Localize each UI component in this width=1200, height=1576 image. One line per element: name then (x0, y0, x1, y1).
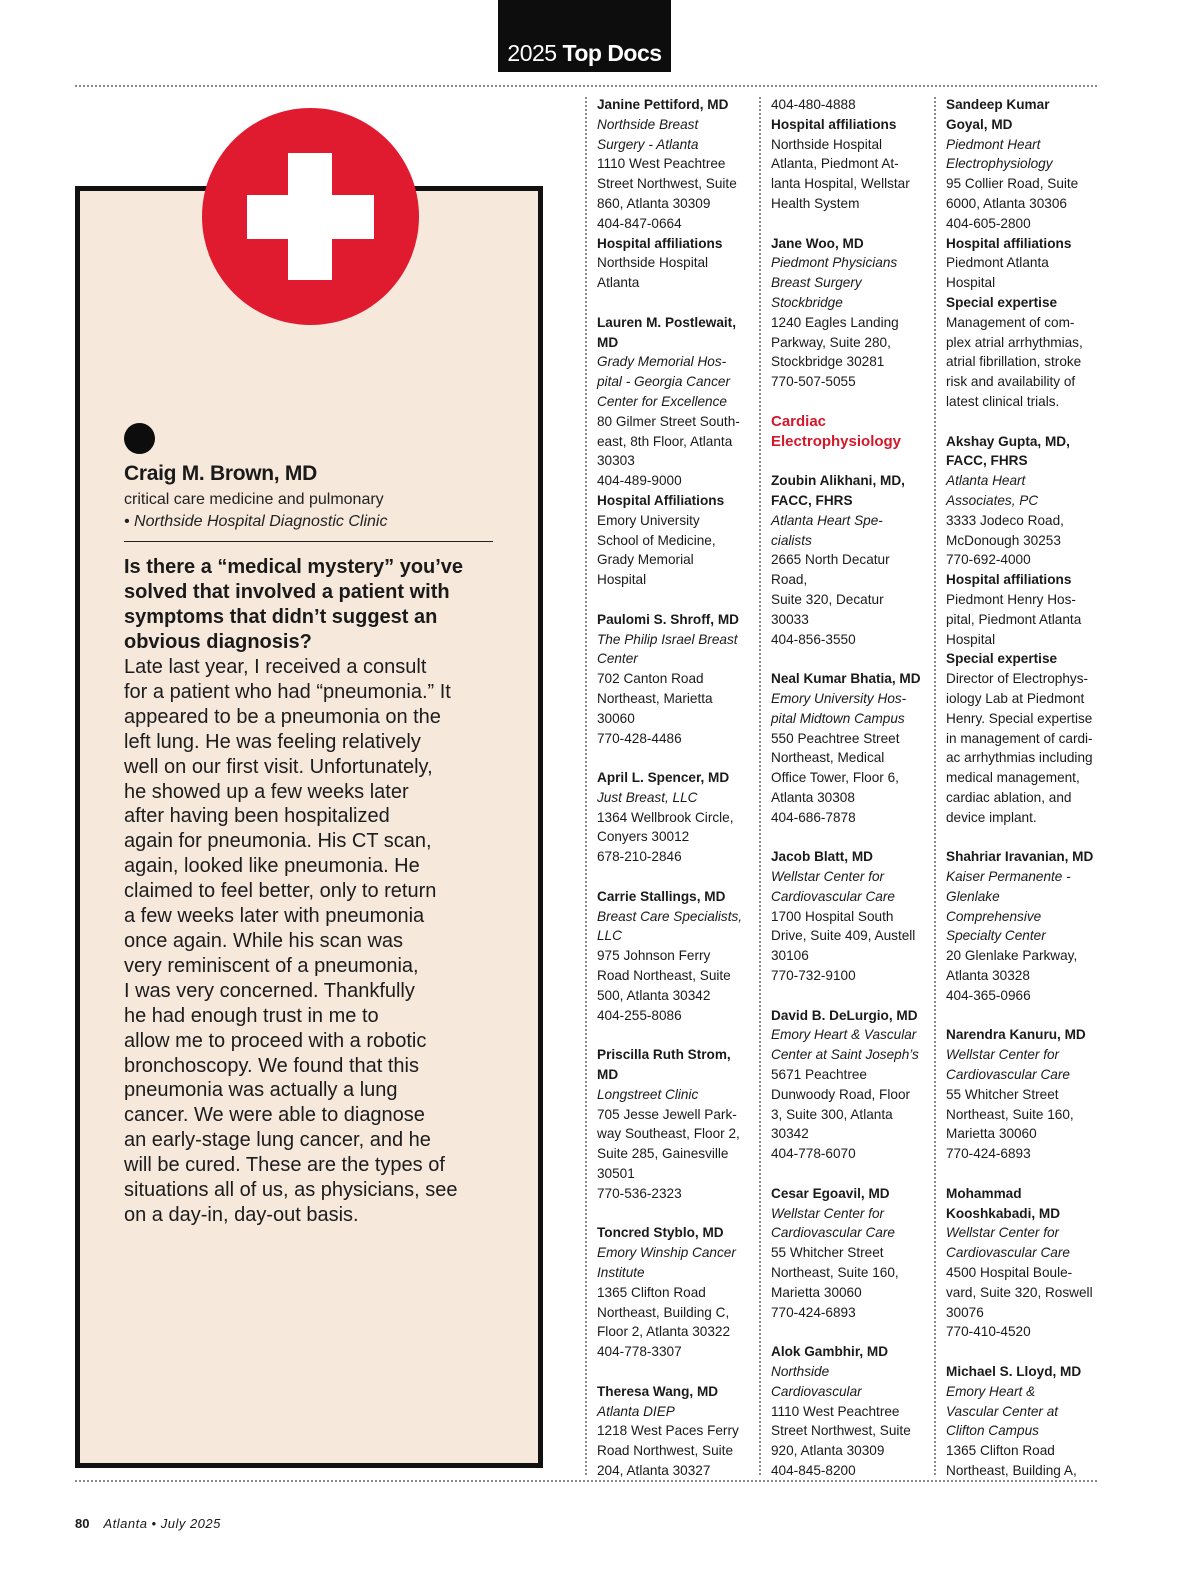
doctor-practice: The Philip Israel Breast (597, 631, 738, 647)
doctor-address: Street Northwest, Suite (597, 176, 737, 192)
doctor-practice: Center (597, 651, 638, 667)
entry-detail: medical management, (946, 770, 1080, 786)
doctor-address: 30342 (771, 1126, 809, 1142)
entry-detail: Piedmont Atlanta (946, 255, 1049, 271)
answer-line: well on our first visit. Unfortunately, (124, 755, 433, 778)
doctor-practice: Emory Heart & Vascular (771, 1027, 917, 1043)
doctor-name: Goyal, MD (946, 116, 1013, 132)
answer-line: appeared to be a pneumonia on the (124, 705, 441, 728)
entry-label: Special expertise (946, 294, 1058, 310)
feature-question: Is there a “medical mystery” you’ve solved that involved a patient with symptoms that didn’t suggest an obvious diagnosis? (124, 556, 464, 653)
doctor-address: 500, Atlanta 30342 (597, 987, 711, 1003)
entry-detail: in management of cardi- (946, 730, 1093, 746)
doctor-address: 30076 (946, 1304, 984, 1320)
doctor-address: 770-424-6893 (771, 1304, 856, 1320)
doctor-address: 770-732-9100 (771, 968, 856, 984)
answer-line: claimed to feel better, only to return (124, 880, 437, 903)
doctor-entry (946, 1025, 1106, 1164)
entry-detail: Piedmont Henry Hos- (946, 591, 1076, 607)
section-header-tab (498, 0, 671, 72)
doctor-practice: Longstreet Clinic (597, 1086, 699, 1102)
doctor-address: 404-847-0664 (597, 215, 682, 231)
entry-detail: Hospital (946, 631, 996, 647)
doctor-address: Atlanta 30328 (946, 968, 1030, 984)
doctor-address: 404-856-3550 (771, 631, 856, 647)
directory-column-1 (597, 95, 757, 1501)
answer-line: cancer. We were able to diagnose (124, 1104, 425, 1127)
doctor-address: 860, Atlanta 30309 (597, 195, 711, 211)
doctor-practice: Surgery - Atlanta (597, 136, 699, 152)
doctor-practice: Piedmont Physicians (771, 255, 898, 271)
doctor-practice: Cardiovascular Care (771, 1225, 895, 1241)
doctor-address: 1365 Clifton Road (946, 1443, 1055, 1459)
entry-detail: cardiac ablation, and (946, 789, 1072, 805)
doctor-practice: Just Breast, LLC (597, 789, 698, 805)
doctor-address: 705 Jesse Jewell Park- (597, 1106, 737, 1122)
doctor-address: Atlanta 30308 (771, 789, 855, 805)
doctor-entry (946, 432, 1106, 828)
doctor-address: Street Northwest, Suite (771, 1423, 911, 1439)
doctor-name: FACC, FHRS (771, 492, 853, 508)
doctor-address: 702 Canton Road (597, 671, 704, 687)
doctor-name: Paulomi S. Shroff, MD (597, 611, 739, 627)
doctor-name: Akshay Gupta, MD, (946, 433, 1070, 449)
doctor-practice: Wellstar Center for (771, 1205, 885, 1221)
entry-detail: Director of Electrophys- (946, 671, 1089, 687)
entry-label: Hospital affiliations (597, 235, 723, 251)
doctor-name: MD (597, 334, 619, 350)
doctor-address: Northeast, Building C, (597, 1304, 730, 1320)
doctor-address: 2665 North Decatur (771, 552, 890, 568)
column-separator (585, 97, 587, 1475)
doctor-practice: Associates, PC (946, 492, 1039, 508)
doctor-practice: Emory Heart & (946, 1383, 1036, 1399)
entry-detail: School of Medicine, (597, 532, 716, 548)
doctor-practice: Comprehensive (946, 908, 1042, 924)
doctor-address: 404-255-8086 (597, 1007, 682, 1023)
doctor-address: Marietta 30060 (771, 1284, 862, 1300)
doctor-entry (597, 313, 757, 590)
doctor-entry (771, 847, 931, 986)
entry-detail: pital, Piedmont Atlanta (946, 611, 1082, 627)
section-heading (771, 412, 931, 452)
doctor-address: 6000, Atlanta 30306 (946, 195, 1067, 211)
feature-doctor-name: Craig M. Brown, MD (124, 462, 317, 485)
page-number: 80 (75, 1516, 90, 1531)
entry-detail: ac arrhythmias including (946, 750, 1093, 766)
doctor-entry (597, 95, 757, 293)
doctor-address: 920, Atlanta 30309 (771, 1443, 885, 1459)
doctor-practice: Glenlake (946, 888, 1000, 904)
doctor-address: 975 Johnson Ferry (597, 948, 711, 964)
doctor-address: 30106 (771, 948, 809, 964)
doctor-address: 3333 Jodeco Road, (946, 512, 1064, 528)
doctor-address: way Southeast, Floor 2, (597, 1126, 740, 1142)
doctor-address: 30060 (597, 710, 635, 726)
doctor-address: vard, Suite 320, Roswell (946, 1284, 1093, 1300)
doctor-entry (771, 1184, 931, 1323)
page-footer (75, 1516, 221, 1531)
doctor-address: Northeast, Suite 160, (771, 1265, 899, 1281)
publication-info: Atlanta • July 2025 (103, 1516, 221, 1531)
doctor-address: Parkway, Suite 280, (771, 334, 891, 350)
doctor-name: Sandeep Kumar (946, 97, 1050, 112)
section-heading-line: Cardiac (771, 412, 827, 430)
medical-cross-icon (202, 108, 419, 325)
answer-line: for a patient who had “pneumonia.” It (124, 680, 451, 703)
doctor-practice: Cardiovascular (771, 1383, 862, 1399)
doctor-address: 404-778-3307 (597, 1344, 682, 1360)
doctor-entry (597, 1382, 757, 1481)
doctor-practice: Emory University Hos- (771, 690, 907, 706)
entry-detail: lanta Hospital, Wellstar (771, 176, 910, 192)
doctor-address: 1364 Wellbrook Circle, (597, 809, 734, 825)
doctor-address: Office Tower, Floor 6, (771, 770, 899, 786)
doctor-address: 404-605-2800 (946, 215, 1031, 231)
column-separator (759, 97, 761, 1475)
doctor-entry (771, 234, 931, 392)
entry-detail: Hospital (946, 275, 996, 291)
doctor-practice: Vascular Center at (946, 1403, 1059, 1419)
doctor-address: 30303 (597, 453, 635, 469)
doctor-address: 404-365-0966 (946, 987, 1031, 1003)
doctor-practice: Institute (597, 1265, 645, 1281)
answer-line: again for pneumonia. His CT scan, (124, 830, 432, 853)
answer-line: an early-stage lung cancer, and he (124, 1129, 431, 1152)
doctor-practice: Wellstar Center for (771, 869, 885, 885)
doctor-practice: Stockbridge (771, 294, 843, 310)
doctor-name: FACC, FHRS (946, 453, 1028, 469)
doctor-practice: Kaiser Permanente - (946, 869, 1071, 885)
doctor-address: 80 Gilmer Street South- (597, 413, 740, 429)
entry-detail: Hospital (597, 572, 647, 588)
doctor-address: 678-210-2846 (597, 849, 682, 865)
doctor-name: Mohammad (946, 1185, 1022, 1201)
doctor-address: 204, Atlanta 30327 (597, 1462, 711, 1478)
doctor-address: 404-778-6070 (771, 1146, 856, 1162)
feature-doctor-clinic: • Northside Hospital Diagnostic Clinic (124, 513, 388, 530)
entry-detail: latest clinical trials. (946, 393, 1060, 409)
doctor-address: Northeast, Marietta (597, 690, 713, 706)
entry-detail: Management of com- (946, 314, 1075, 330)
doctor-entry (771, 1006, 931, 1164)
doctor-address: 770-424-6893 (946, 1146, 1031, 1162)
entry-label: Hospital affiliations (946, 235, 1072, 251)
answer-line: very reminiscent of a pneumonia, (124, 954, 419, 977)
doctor-entry (597, 768, 757, 867)
answer-line: he showed up a few weeks later (124, 780, 409, 803)
entry-label: Hospital Affiliations (597, 492, 725, 508)
doctor-address: Road, (771, 572, 808, 588)
answer-line: situations all of us, as physicians, see (124, 1179, 458, 1202)
doctor-entry (771, 669, 931, 827)
doctor-name: Narendra Kanuru, MD (946, 1027, 1086, 1043)
doctor-practice: Breast Surgery (771, 275, 862, 291)
doctor-entry (946, 847, 1106, 1005)
feature-doctor-specialty: critical care medicine and pulmonary (124, 491, 384, 508)
entry-detail: Northside Hospital (771, 136, 883, 152)
doctor-address: 1110 West Peachtree (597, 156, 726, 172)
doctor-address: 55 Whitcher Street (771, 1245, 884, 1261)
doctor-address: 3, Suite 300, Atlanta (771, 1106, 893, 1122)
doctor-address: 5671 Peachtree (771, 1067, 867, 1083)
answer-line: will be cured. These are the types of (124, 1154, 445, 1177)
doctor-entry (771, 95, 931, 214)
doctor-address: 4500 Hospital Boule- (946, 1265, 1073, 1281)
doctor-name: April L. Spencer, MD (597, 770, 730, 786)
doctor-address: Suite 320, Decatur (771, 591, 884, 607)
column-separator (934, 97, 936, 1475)
answer-line: once again. While his scan was (124, 929, 404, 952)
directory-column-3 (946, 95, 1106, 1501)
doctor-practice: Center for Excellence (597, 393, 727, 409)
doctor-address: 404-489-9000 (597, 473, 682, 489)
feature-divider (124, 541, 493, 542)
doctor-address: east, 8th Floor, Atlanta (597, 433, 733, 449)
doctor-address: 550 Peachtree Street (771, 730, 900, 746)
answer-line: a few weeks later with pneumonia (124, 905, 425, 928)
entry-detail: Northside Hospital (597, 255, 709, 271)
answer-line: on a day-in, day-out basis. (124, 1203, 359, 1226)
doctor-practice: Grady Memorial Hos- (597, 354, 727, 370)
doctor-address: Dunwoody Road, Floor (771, 1086, 911, 1102)
answer-line: he had enough trust in me to (124, 1004, 379, 1027)
entry-label: Special expertise (946, 651, 1058, 667)
doctor-name: Cesar Egoavil, MD (771, 1185, 890, 1201)
answer-line: after having been hospitalized (124, 805, 390, 828)
answer-line: bronchoscopy. We found that this (124, 1054, 419, 1077)
doctor-name: Lauren M. Postlewait, (597, 314, 736, 330)
doctor-entry (597, 610, 757, 749)
doctor-address: 20 Glenlake Parkway, (946, 948, 1078, 964)
doctor-practice: Wellstar Center for (946, 1225, 1060, 1241)
doctor-name: Theresa Wang, MD (597, 1383, 719, 1399)
doctor-entry (597, 1223, 757, 1362)
section-title-year: 2025 (507, 40, 557, 66)
doctor-address: 55 Whitcher Street (946, 1086, 1059, 1102)
doctor-name: Jacob Blatt, MD (771, 849, 873, 865)
doctor-address: 770-536-2323 (597, 1185, 682, 1201)
doctor-practice: Atlanta DIEP (597, 1403, 675, 1419)
doctor-practice: Piedmont Heart (946, 136, 1041, 152)
entry-detail: Henry. Special expertise (946, 710, 1093, 726)
entry-label: Hospital affiliations (771, 116, 897, 132)
doctor-address: 770-507-5055 (771, 374, 856, 390)
doctor-practice: Electrophysiology (946, 156, 1053, 172)
doctor-practice: Atlanta Heart (946, 473, 1026, 489)
doctor-name: Zoubin Alikhani, MD, (771, 473, 905, 489)
doctor-practice: Center at Saint Joseph’s (771, 1047, 919, 1063)
bullet-dot-icon (124, 423, 155, 454)
doctor-address: Road Northeast, Suite (597, 968, 731, 984)
doctor-practice: Cardiovascular Care (946, 1245, 1070, 1261)
doctor-address: Northeast, Medical (771, 750, 885, 766)
doctor-name: Priscilla Ruth Strom, (597, 1047, 731, 1063)
doctor-address: Drive, Suite 409, Austell (771, 928, 916, 944)
section-title-text: Top Docs (562, 40, 662, 66)
doctor-practice: cialists (771, 532, 812, 548)
doctor-practice: Wellstar Center for (946, 1047, 1060, 1063)
entry-detail: atrial fibrillation, stroke (946, 354, 1082, 370)
doctor-address: 95 Collier Road, Suite (946, 176, 1079, 192)
doctor-address: 30501 (597, 1166, 635, 1182)
entry-detail: Health System (771, 195, 860, 211)
doctor-address: 404-845-8200 (771, 1462, 856, 1478)
doctor-name: Alok Gambhir, MD (771, 1344, 889, 1360)
doctor-entry (771, 471, 931, 649)
doctor-address: Road Northwest, Suite (597, 1443, 734, 1459)
answer-line: Late last year, I received a consult (124, 656, 427, 678)
doctor-address: McDonough 30253 (946, 532, 1061, 548)
doctor-practice: pital - Georgia Cancer (597, 374, 730, 390)
doctor-entry (946, 95, 1106, 412)
doctor-practice: Northside Breast (597, 116, 699, 132)
doctor-address: 770-692-4000 (946, 552, 1031, 568)
doctor-address: Northeast, Building A, (946, 1462, 1077, 1478)
answer-line: again, looked like pneumonia. He (124, 855, 420, 878)
doctor-address: 30033 (771, 611, 809, 627)
doctor-address: Floor 2, Atlanta 30322 (597, 1324, 731, 1340)
doctor-address: Conyers 30012 (597, 829, 690, 845)
entry-detail: plex atrial arrhythmias, (946, 334, 1083, 350)
doctor-name: Kooshkabadi, MD (946, 1205, 1061, 1221)
section-heading-line: Electrophysiology (771, 432, 902, 450)
doctor-address: 1218 West Paces Ferry (597, 1423, 739, 1439)
doctor-entry (597, 1045, 757, 1203)
answer-line: pneumonia was actually a lung (124, 1079, 398, 1102)
top-dotted-rule (75, 85, 1097, 87)
doctor-name: David B. DeLurgio, MD (771, 1007, 918, 1023)
doctor-practice: Atlanta Heart Spe- (771, 512, 883, 528)
doctor-address: 1365 Clifton Road (597, 1284, 706, 1300)
section-title (498, 40, 671, 67)
doctor-name: Shahriar Iravanian, MD (946, 849, 1094, 865)
doctor-name: Janine Pettiford, MD (597, 97, 729, 112)
doctor-practice: Northside (771, 1364, 830, 1379)
answer-line: left lung. He was feeling relatively (124, 730, 421, 753)
doctor-name: Michael S. Lloyd, MD (946, 1364, 1082, 1379)
entry-detail: Atlanta, Piedmont At- (771, 156, 899, 172)
entry-detail: Emory University (597, 512, 700, 528)
entry-detail: device implant. (946, 809, 1037, 825)
entry-detail: iology Lab at Piedmont (946, 690, 1085, 706)
doctor-practice: Emory Winship Cancer (597, 1245, 736, 1261)
doctor-practice: LLC (597, 928, 622, 944)
doctor-practice: Clifton Campus (946, 1423, 1039, 1439)
doctor-practice: Breast Care Specialists, (597, 908, 743, 924)
doctor-address: Northeast, Suite 160, (946, 1106, 1074, 1122)
answer-line: allow me to proceed with a robotic (124, 1029, 427, 1052)
doctor-address: 770-428-4486 (597, 730, 682, 746)
doctor-name: Neal Kumar Bhatia, MD (771, 671, 921, 687)
answer-line: I was very concerned. Thankfully (124, 979, 415, 1002)
entry-label: Hospital affiliations (946, 572, 1072, 588)
doctor-address: 404-686-7878 (771, 809, 856, 825)
doctor-address: 1240 Eagles Landing (771, 314, 899, 330)
doctor-entry (771, 1342, 931, 1481)
doctor-address: Stockbridge 30281 (771, 354, 885, 370)
doctor-entry (946, 1184, 1106, 1342)
entry-detail: Atlanta (597, 275, 640, 291)
doctor-practice: Cardiovascular Care (771, 888, 895, 904)
doctor-address: 1700 Hospital South (771, 908, 894, 924)
doctor-practice: Specialty Center (946, 928, 1046, 944)
doctor-address: Suite 285, Gainesville (597, 1146, 729, 1162)
bottom-dotted-rule (75, 1480, 1097, 1482)
doctor-entry (597, 887, 757, 1026)
doctor-name: MD (597, 1067, 619, 1083)
directory-column-2 (771, 95, 931, 1501)
doctor-address: 1110 West Peachtree (771, 1403, 900, 1419)
doctor-name: Jane Woo, MD (771, 235, 864, 251)
feature-answer (124, 655, 499, 1228)
doctor-practice: Cardiovascular Care (946, 1067, 1070, 1083)
doctor-address: 404-480-4888 (771, 97, 856, 112)
entry-detail: Grady Memorial (597, 552, 694, 568)
doctor-name: Carrie Stallings, MD (597, 888, 726, 904)
doctor-name: Toncred Styblo, MD (597, 1225, 724, 1241)
doctor-address: Marietta 30060 (946, 1126, 1037, 1142)
doctor-practice: pital Midtown Campus (771, 710, 905, 726)
doctor-entry (946, 1362, 1106, 1481)
entry-detail: risk and availability of (946, 374, 1076, 390)
doctor-address: 770-410-4520 (946, 1324, 1031, 1340)
